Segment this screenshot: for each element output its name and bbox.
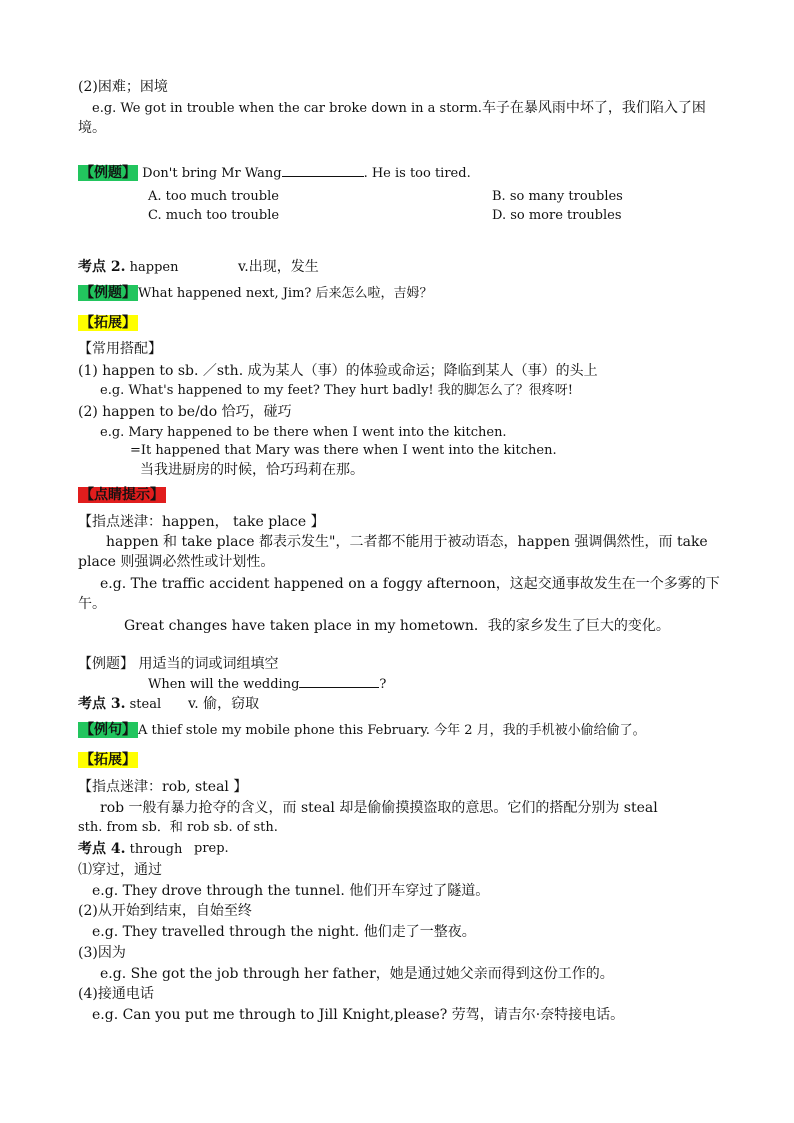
exercise-1: [78, 164, 471, 183]
example-cn-cont: 境。: [78, 120, 106, 136]
tip-line-2: place 则强调必然性或计划性。: [78, 554, 275, 570]
kaodian-definition: v.出现，发生: [238, 259, 319, 275]
example-en: e.g. We got in trouble when the car broke down in a storm.: [92, 101, 482, 116]
collocation-2: (2) happen to be/do 恰巧，碰巧: [78, 404, 292, 420]
tip-2-line-2: sth. from sb．和 rob sb. of sth.: [78, 820, 278, 835]
kaodian-definition: prep.: [194, 841, 229, 856]
kaodian-2: [78, 258, 178, 277]
kaodian-definition: v. 偷，窃取: [188, 696, 260, 712]
tip-heading: 【指点迷津：happen， take place 】: [78, 514, 325, 530]
example-sentence-text: A thief stole my mobile phone this February. 今年 2 月，我的手机被小偷给偷了。: [138, 723, 646, 738]
tip-tag-line: [78, 486, 166, 504]
exercise-tag: 【例题】: [80, 285, 136, 301]
tip-example-2: Great changes have taken place in my hometown．我的家乡发生了巨大的变化。: [124, 618, 670, 634]
collocation-2-example-3: 当我进厨房的时候，恰巧玛莉在那。: [140, 462, 364, 478]
answer-blank: [282, 164, 364, 177]
kaodian-4: [78, 840, 182, 859]
tip-2-heading: 【指点迷津：rob, steal 】: [78, 779, 248, 795]
through-sense-1-example: e.g. They drove through the tunnel. 他们开车穿过了隧道。: [92, 883, 490, 899]
exercise-question-end: . He is too tired.: [363, 166, 471, 181]
through-sense-3: (3)因为: [78, 945, 126, 961]
kaodian-label: 考点 3.: [78, 696, 126, 712]
kaodian-label: 考点 4.: [78, 841, 126, 857]
tip-2-line-1: rob 一般有暴力抢夺的含义，而 steal 却是偷偷摸摸盗取的意思。它们的搭配分别为 steal: [100, 800, 658, 816]
exercise-2: [78, 284, 433, 303]
exercise-3-heading: 【例题】 用适当的词或词组填空: [78, 656, 279, 672]
collocation-1-example: e.g. What's happened to my feet? They hurt badly! 我的脚怎么了？很疼呀!: [100, 383, 573, 398]
option-c: C. much too trouble: [148, 208, 280, 223]
example-cn: 车子在暴风雨中坏了，我们陷入了困: [481, 100, 706, 116]
example-sentence-tag: 【例句】: [80, 722, 136, 738]
through-sense-1: ⑴穿过，通过: [78, 862, 162, 878]
tip-tag: 【点睛提示】: [80, 487, 164, 503]
kaodian-word: through: [125, 842, 183, 857]
through-sense-2-example: e.g. They travelled through the night. 他们走了一整夜。: [92, 924, 476, 940]
through-sense-4-example: e.g. Can you put me through to Jill Knight,please? 劳驾，请吉尔·奈特接电话。: [92, 1007, 625, 1023]
through-sense-4: (4)接通电话: [78, 986, 154, 1002]
collocation-2-example-1: e.g. Mary happened to be there when I went into the kitchen.: [100, 425, 507, 440]
option-a: A. too much trouble: [148, 189, 279, 204]
collocation-heading: 【常用搭配】: [78, 341, 162, 357]
exercise-3-question: [148, 675, 386, 694]
kaodian-word: steal: [125, 697, 162, 712]
answer-blank: [299, 675, 379, 688]
exercise-question-end: ?: [379, 677, 387, 692]
kaodian-3: [78, 695, 161, 714]
tip-example-1-cont: 午。: [78, 596, 106, 612]
tip-example-1: e.g. The traffic accident happened on a foggy afternoon，这起交通事故发生在一个多雾的下: [100, 576, 720, 592]
exercise-tag: 【例题】: [80, 165, 136, 181]
exercise-question: Don't bring Mr Wang: [142, 166, 282, 181]
extension-tag-1: [78, 314, 138, 332]
extension-tag-2: [78, 751, 138, 769]
tip-line-1: happen 和 take place 都表示发生"，二者都不能用于被动语态，happen 强调偶然性，而 take: [106, 534, 708, 550]
example-line: [92, 99, 706, 118]
option-d: D. so more troubles: [492, 208, 622, 223]
extension-tag: 【拓展】: [80, 315, 136, 331]
collocation-2-example-2: =It happened that Mary was there when I went into the kitchen.: [130, 443, 557, 458]
through-sense-2: (2)从开始到结束，自始至终: [78, 903, 252, 919]
through-sense-3-example: e.g. She got the job through her father，她是通过她父亲而得到这份工作的。: [100, 966, 614, 982]
extension-tag: 【拓展】: [80, 752, 136, 768]
collocation-1: (1) happen to sb. ／sth. 成为某人（事）的体验或命运；降临到某人（事）的头上: [78, 363, 598, 379]
exercise-text: What happened next, Jim? 后来怎么啦，吉姆？: [138, 286, 433, 301]
kaodian-label: 考点 2.: [78, 259, 126, 275]
option-b: B. so many troubles: [492, 189, 623, 204]
example-sentence: [78, 721, 646, 740]
exercise-question: When will the wedding: [148, 677, 300, 692]
sense-2-heading: (2)困难；困境: [78, 79, 168, 95]
kaodian-word: happen: [125, 260, 179, 275]
